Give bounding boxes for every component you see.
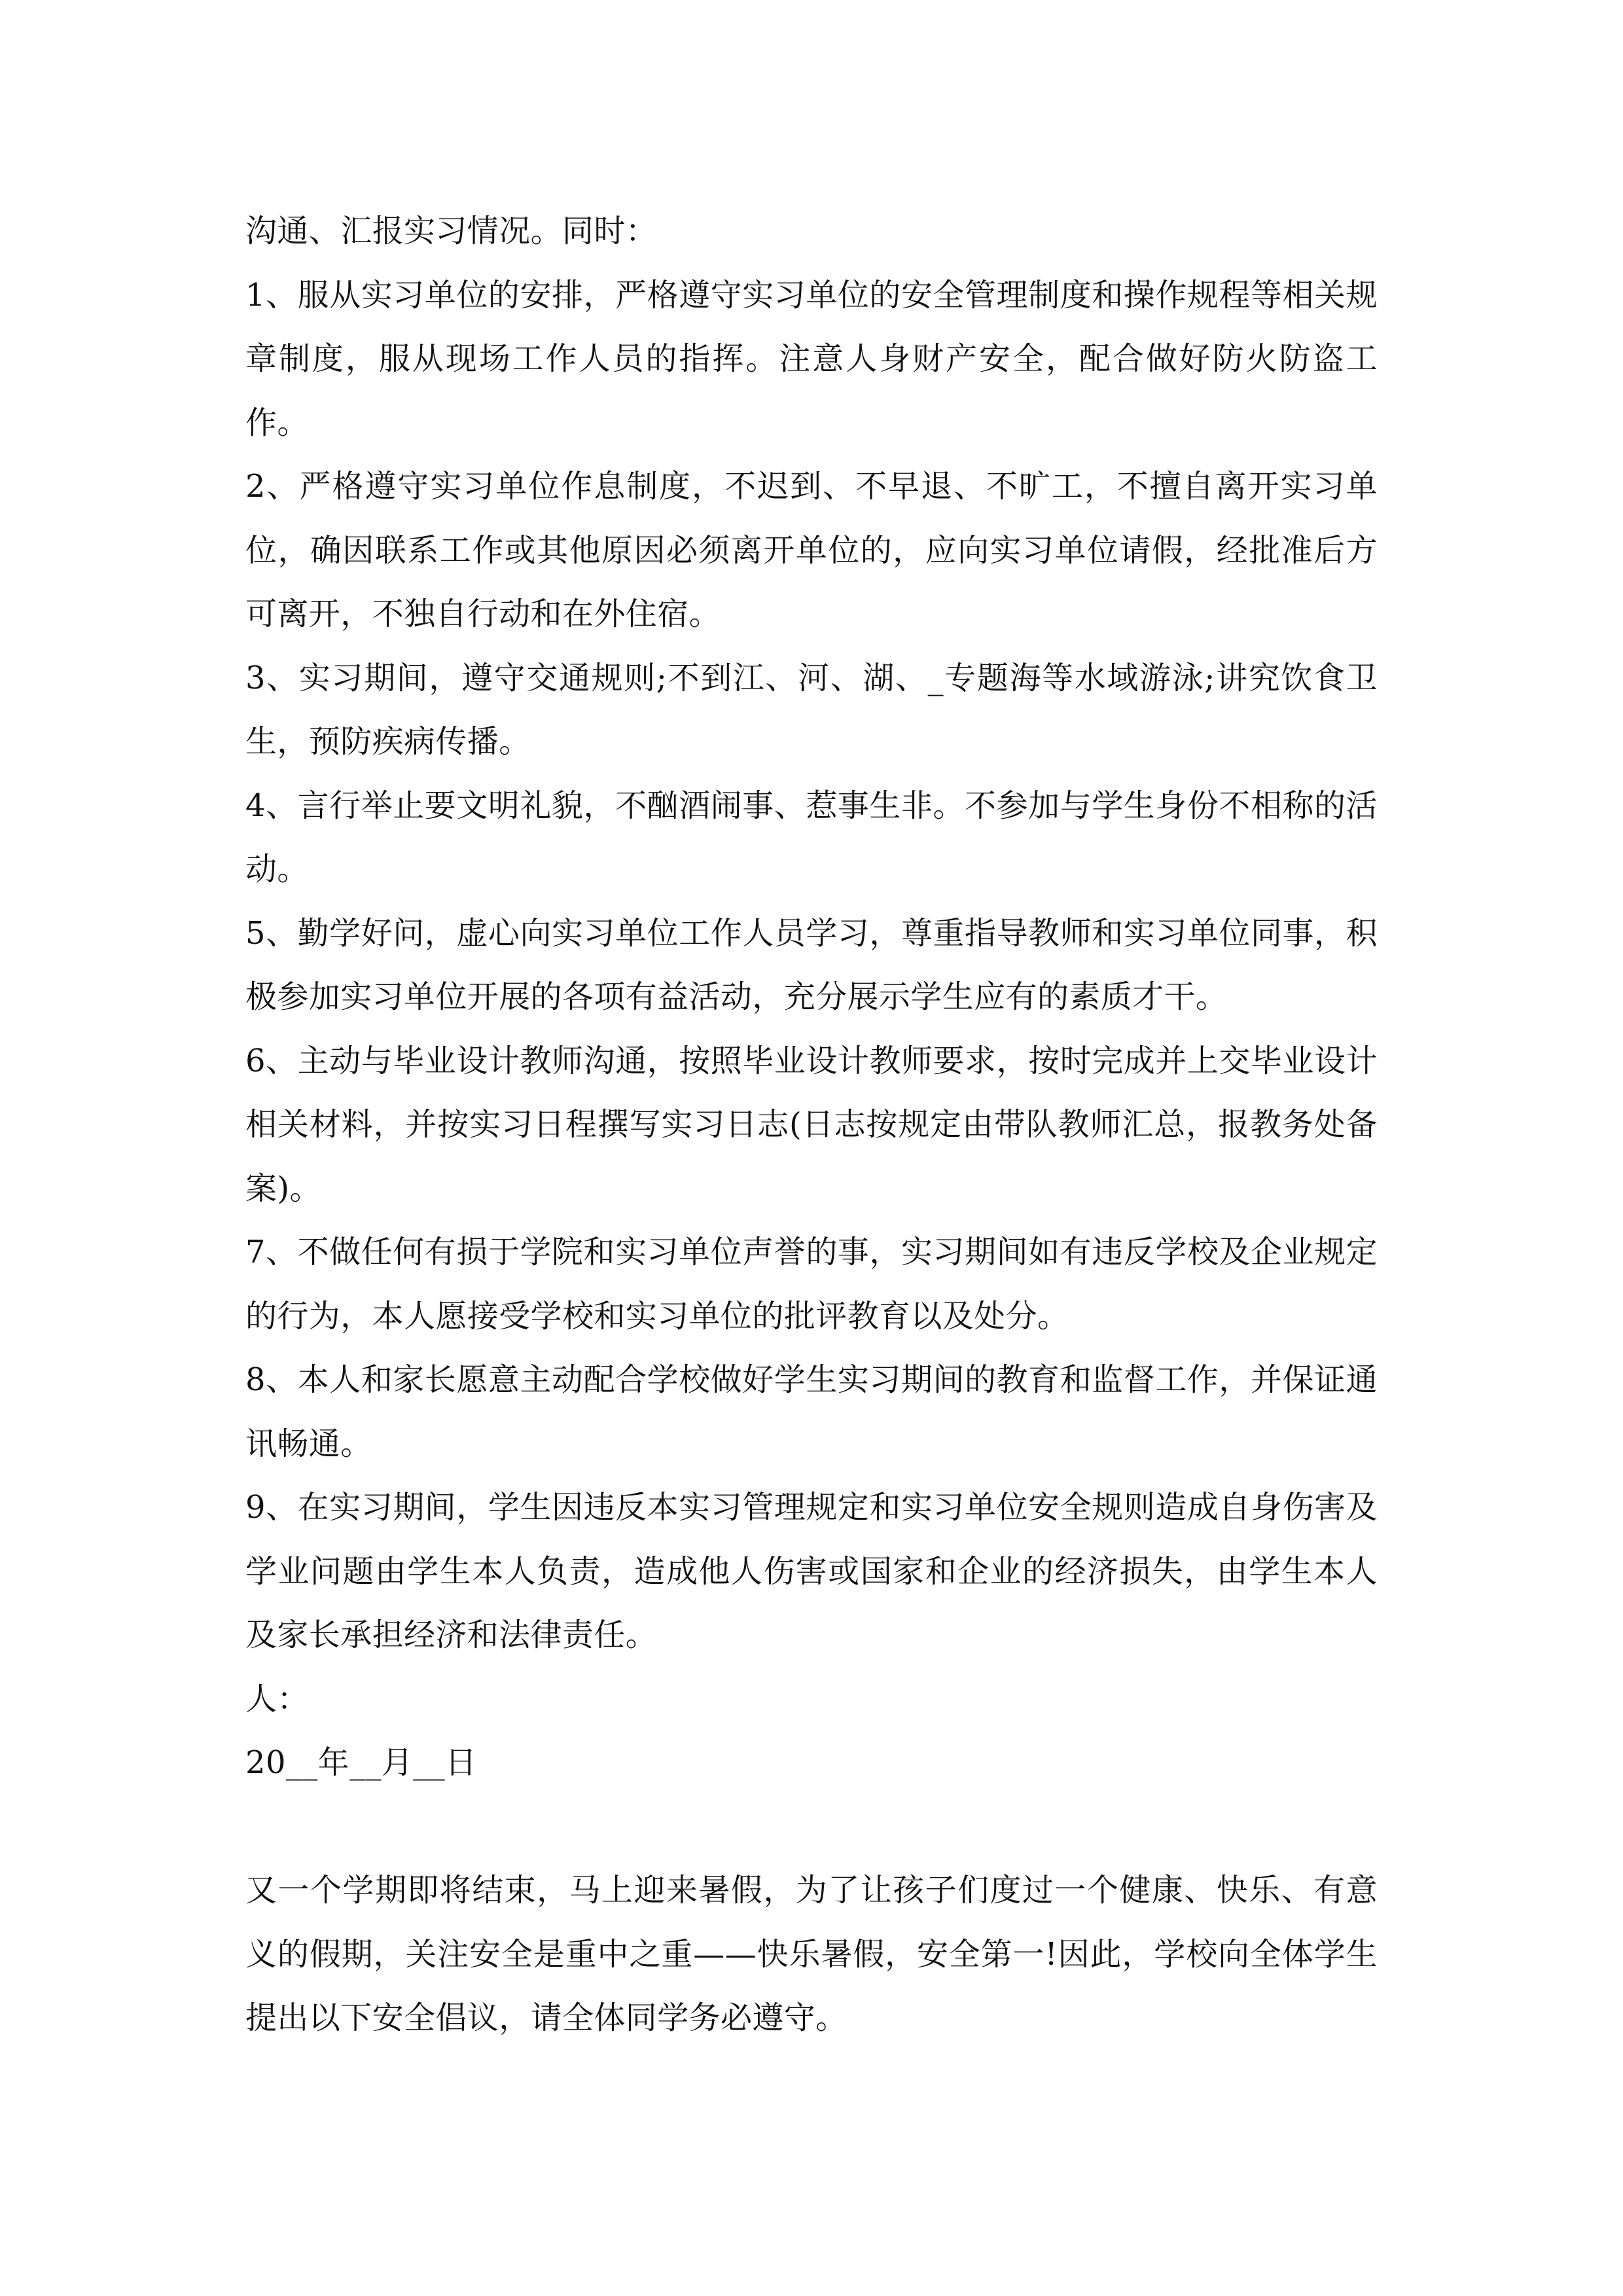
rule-6: 6、主动与毕业设计教师沟通，按照毕业设计教师要求，按时完成并上交毕业设计相关材料，并按实习日程撰写实习日志(日志按规定由带队教师汇总，报教务处备案)。 <box>245 1042 1378 1207</box>
rule-4: 4、言行举止要文明礼貌，不酗酒闹事、惹事生非。不参加与学生身份不相称的活动。 <box>245 787 1378 888</box>
paragraph-spacer <box>245 1795 1378 1859</box>
rule-9: 9、在实习期间，学生因违反本实习管理规定和实习单位安全规则造成自身伤害及学业问题由学生本人负责，造成他人伤害或国家和企业的经济损失，由学生本人及家长承担经济和法律责任。 <box>245 1489 1378 1653</box>
rule-3: 3、实习期间，遵守交通规则;不到江、河、湖、_专题海等水域游泳;讲究饮食卫生，预防疾病传播。 <box>245 659 1378 760</box>
rule-5: 5、勤学好问，虚心向实习单位工作人员学习，尊重指导教师和实习单位同事，积极参加实习单位开展的各项有益活动，充分展示学生应有的素质才干。 <box>245 914 1378 1015</box>
rule-2: 2、严格遵守实习单位作息制度，不迟到、不早退、不旷工，不擅自离开实习单位，确因联系工作或其他原因必须离开单位的，应向实习单位请假，经批准后方可离开，不独自行动和在外住宿。 <box>245 468 1378 632</box>
rule-7: 7、不做任何有损于学院和实习单位声誉的事，实习期间如有违反学校及企业规定的行为，本人愿接受学校和实习单位的批评教育以及处分。 <box>245 1234 1378 1335</box>
signature-label: 人： <box>245 1680 309 1717</box>
intro-line: 沟通、汇报实习情况。同时： <box>245 213 658 249</box>
date-line: 20__年__月__日 <box>245 1744 477 1781</box>
rule-8: 8、本人和家长愿意主动配合学校做好学生实习期间的教育和监督工作，并保证通讯畅通。 <box>245 1361 1378 1462</box>
safety-proposal: 又一个学期即将结束，马上迎来暑假，为了让孩子们度过一个健康、快乐、有意义的假期，关注安全是重中之重——快乐暑假，安全第一!因此，学校向全体学生提出以下安全倡议，请全体同学务必遵守。 <box>245 1872 1378 2036</box>
document-body <box>245 200 1378 2051</box>
rule-1: 1、服从实习单位的安排，严格遵守实习单位的安全管理制度和操作规程等相关规章制度，服从现场工作人员的指挥。注意人身财产安全，配合做好防火防盗工作。 <box>245 276 1378 441</box>
